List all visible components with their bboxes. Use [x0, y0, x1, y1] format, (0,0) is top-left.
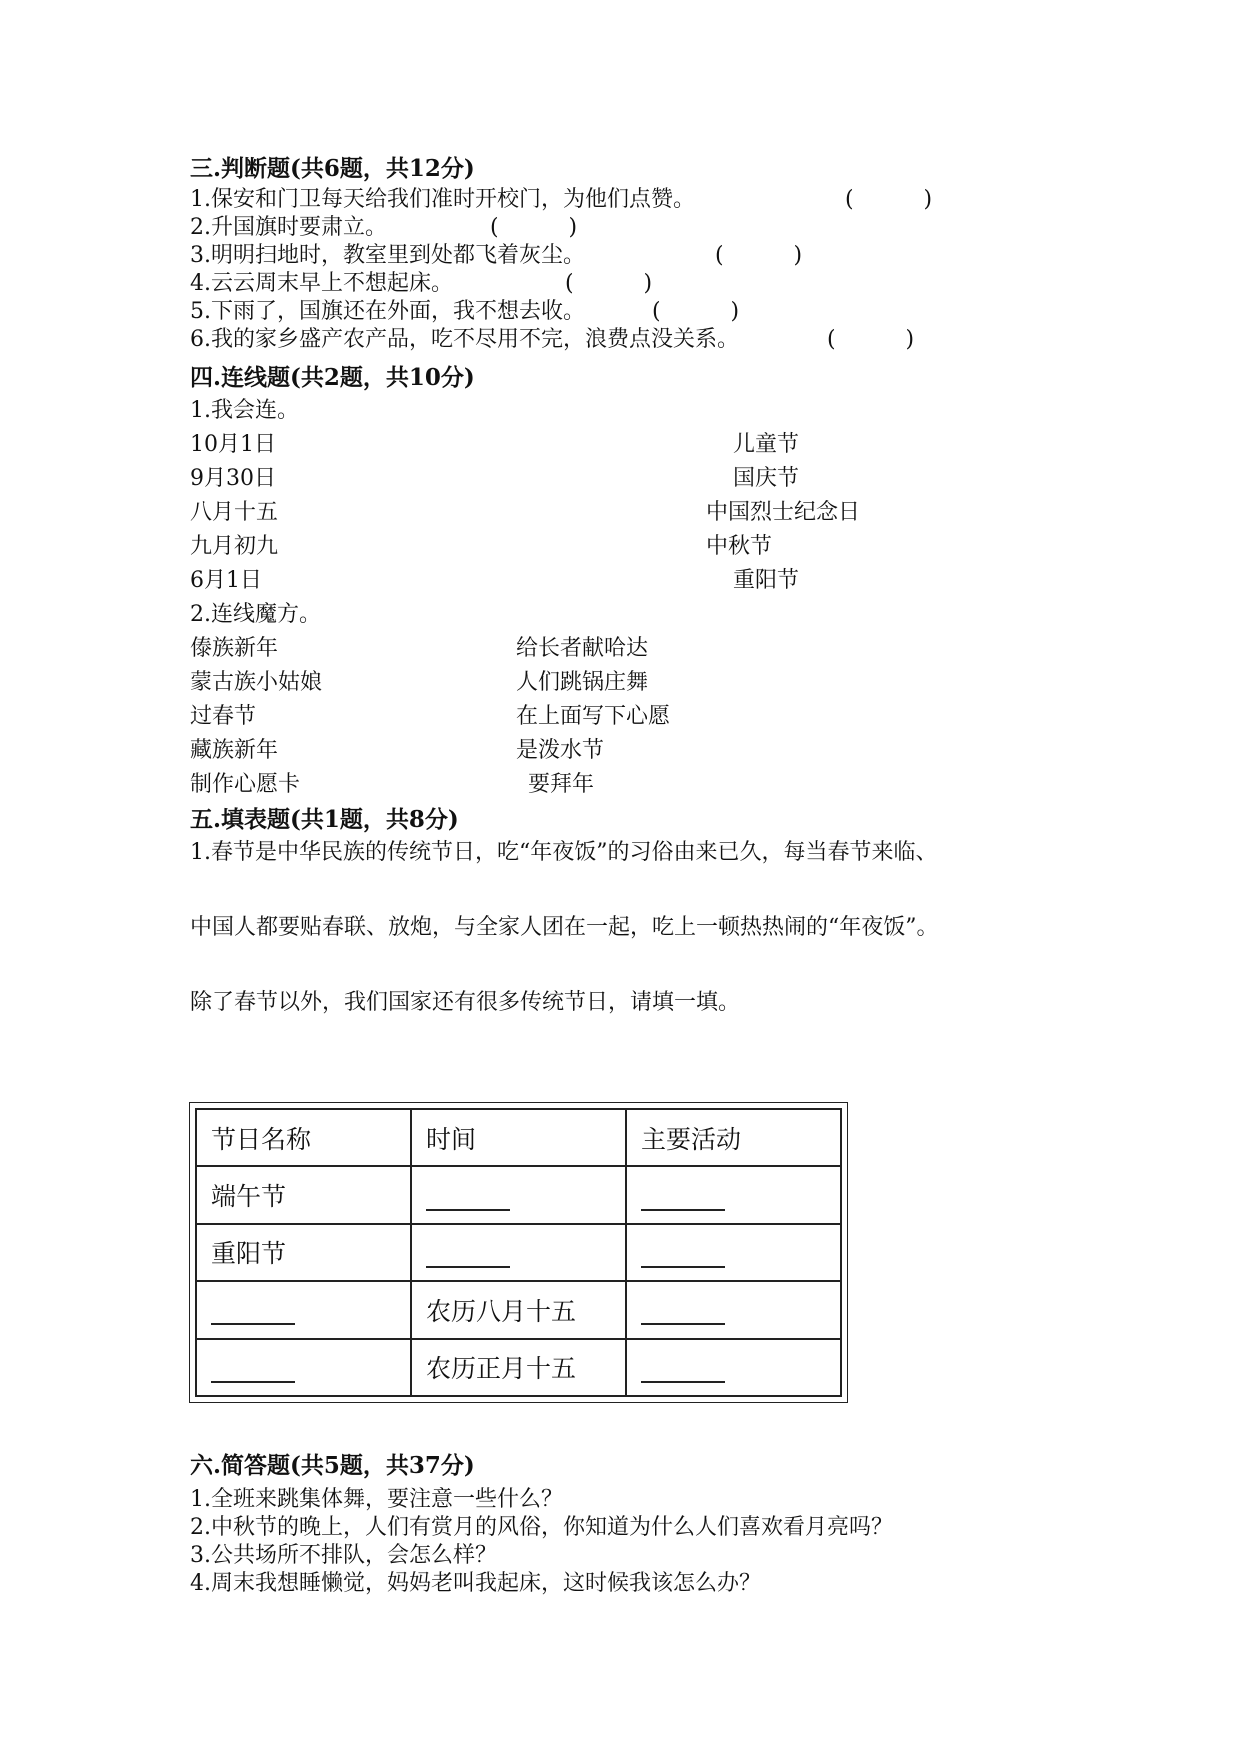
- table-cell-answer[interactable]: [626, 1166, 841, 1223]
- match-q2-prompt: 2.连线魔方。: [190, 602, 321, 627]
- judge-answer-blank-3[interactable]: ( ): [715, 243, 803, 268]
- answer-blank[interactable]: [641, 1353, 725, 1383]
- table-header-cell: 时间: [411, 1109, 626, 1166]
- table-cell-answer[interactable]: [626, 1224, 841, 1281]
- section-3-title: 三.判断题(共6题，共12分): [190, 155, 475, 182]
- table-row: [196, 1224, 841, 1281]
- table-cell: 农历正月十五: [411, 1339, 626, 1396]
- section-5-title: 五.填表题(共1题，共8分): [190, 806, 459, 833]
- answer-blank[interactable]: [641, 1295, 725, 1325]
- answer-blank[interactable]: [641, 1238, 725, 1268]
- match-q2-left-item[interactable]: 傣族新年: [190, 636, 279, 661]
- judge-answer-blank-2[interactable]: ( ): [490, 215, 578, 240]
- match-q1-prompt: 1.我会连。: [190, 398, 299, 423]
- judge-answer-blank-4[interactable]: ( ): [565, 271, 653, 296]
- match-q2-right-item[interactable]: 在上面写下心愿: [516, 704, 671, 729]
- fill-paragraph-line: 1.春节是中华民族的传统节日，吃“年夜饭”的习俗由来已久，每当春节来临、: [190, 840, 938, 865]
- table-cell: 端午节: [196, 1166, 411, 1223]
- table-cell: 农历八月十五: [411, 1281, 626, 1338]
- short-answer-question: 4.周末我想睡懒觉，妈妈老叫我起床，这时候我该怎么办？: [190, 1571, 761, 1596]
- match-q1-right-item[interactable]: 国庆节: [733, 466, 800, 491]
- short-answer-question: 1.全班来跳集体舞，要注意一些什么？: [190, 1487, 563, 1512]
- short-answer-question: 3.公共场所不排队，会怎么样？: [190, 1543, 497, 1568]
- table-cell-answer[interactable]: [626, 1281, 841, 1338]
- table-row: [196, 1281, 841, 1338]
- judge-item-3: 3.明明扫地时，教室里到处都飞着灰尘。: [190, 243, 585, 268]
- match-q2-right-item[interactable]: 是泼水节: [516, 738, 605, 763]
- match-q2-left-item[interactable]: 蒙古族小姑娘: [190, 670, 323, 695]
- short-answer-question: 2.中秋节的晚上，人们有赏月的风俗，你知道为什么人们喜欢看月亮吗？: [190, 1515, 893, 1540]
- judge-answer-blank-6[interactable]: ( ): [827, 327, 915, 352]
- table-header-row: [196, 1109, 841, 1166]
- answer-blank[interactable]: [426, 1181, 510, 1211]
- table-cell-answer[interactable]: [626, 1339, 841, 1396]
- match-q2-left-item[interactable]: 过春节: [190, 704, 257, 729]
- judge-answer-blank-5[interactable]: ( ): [652, 299, 740, 324]
- answer-blank[interactable]: [426, 1238, 510, 1268]
- table-row: [196, 1339, 841, 1396]
- match-q1-right-item[interactable]: 中国烈士纪念日: [706, 500, 861, 525]
- match-q2-right-item[interactable]: 要拜年: [528, 772, 595, 797]
- judge-item-6: 6.我的家乡盛产农产品，吃不尽用不完，浪费点没关系。: [190, 327, 739, 352]
- table-cell-answer[interactable]: [411, 1224, 626, 1281]
- judge-answer-blank-1[interactable]: ( ): [845, 187, 933, 212]
- fill-paragraph-line: 除了春节以外，我们国家还有很多传统节日，请填一填。: [190, 990, 741, 1015]
- match-q2-left-item[interactable]: 制作心愿卡: [190, 772, 301, 797]
- match-q1-left-item[interactable]: 八月十五: [190, 500, 279, 525]
- match-q2-left-item[interactable]: 藏族新年: [190, 738, 279, 763]
- section-4-title: 四.连线题(共2题，共10分): [190, 364, 475, 391]
- match-q1-left-item[interactable]: 10月1日: [190, 432, 276, 457]
- table-cell-answer[interactable]: [196, 1281, 411, 1338]
- table-cell-answer[interactable]: [411, 1166, 626, 1223]
- match-q1-right-item[interactable]: 儿童节: [733, 432, 800, 457]
- answer-blank[interactable]: [211, 1353, 295, 1383]
- answer-blank[interactable]: [641, 1181, 725, 1211]
- match-q2-right-item[interactable]: 人们跳锅庄舞: [516, 670, 649, 695]
- judge-item-2: 2.升国旗时要肃立。: [190, 215, 387, 240]
- fill-paragraph-line: 中国人都要贴春联、放炮，与全家人团在一起，吃上一顿热热闹的“年夜饭”。: [190, 915, 939, 940]
- table-row: [196, 1166, 841, 1223]
- table-header-cell: 节日名称: [196, 1109, 411, 1166]
- section-6-title: 六.简答题(共5题，共37分): [190, 1452, 475, 1479]
- judge-item-4: 4.云云周末早上不想起床。: [190, 271, 453, 296]
- match-q1-right-item[interactable]: 中秋节: [706, 534, 773, 559]
- match-q1-right-item[interactable]: 重阳节: [733, 568, 800, 593]
- table-cell-answer[interactable]: [196, 1339, 411, 1396]
- match-q1-left-item[interactable]: 6月1日: [190, 568, 262, 593]
- judge-item-5: 5.下雨了，国旗还在外面，我不想去收。: [190, 299, 585, 324]
- table-cell: 重阳节: [196, 1224, 411, 1281]
- match-q1-left-item[interactable]: 九月初九: [190, 534, 279, 559]
- match-q1-left-item[interactable]: 9月30日: [190, 466, 276, 491]
- table-header-cell: 主要活动: [626, 1109, 841, 1166]
- match-q2-right-item[interactable]: 给长者献哈达: [516, 636, 649, 661]
- festival-table: [189, 1102, 848, 1403]
- judge-item-1: 1.保安和门卫每天给我们准时开校门，为他们点赞。: [190, 187, 695, 212]
- answer-blank[interactable]: [211, 1295, 295, 1325]
